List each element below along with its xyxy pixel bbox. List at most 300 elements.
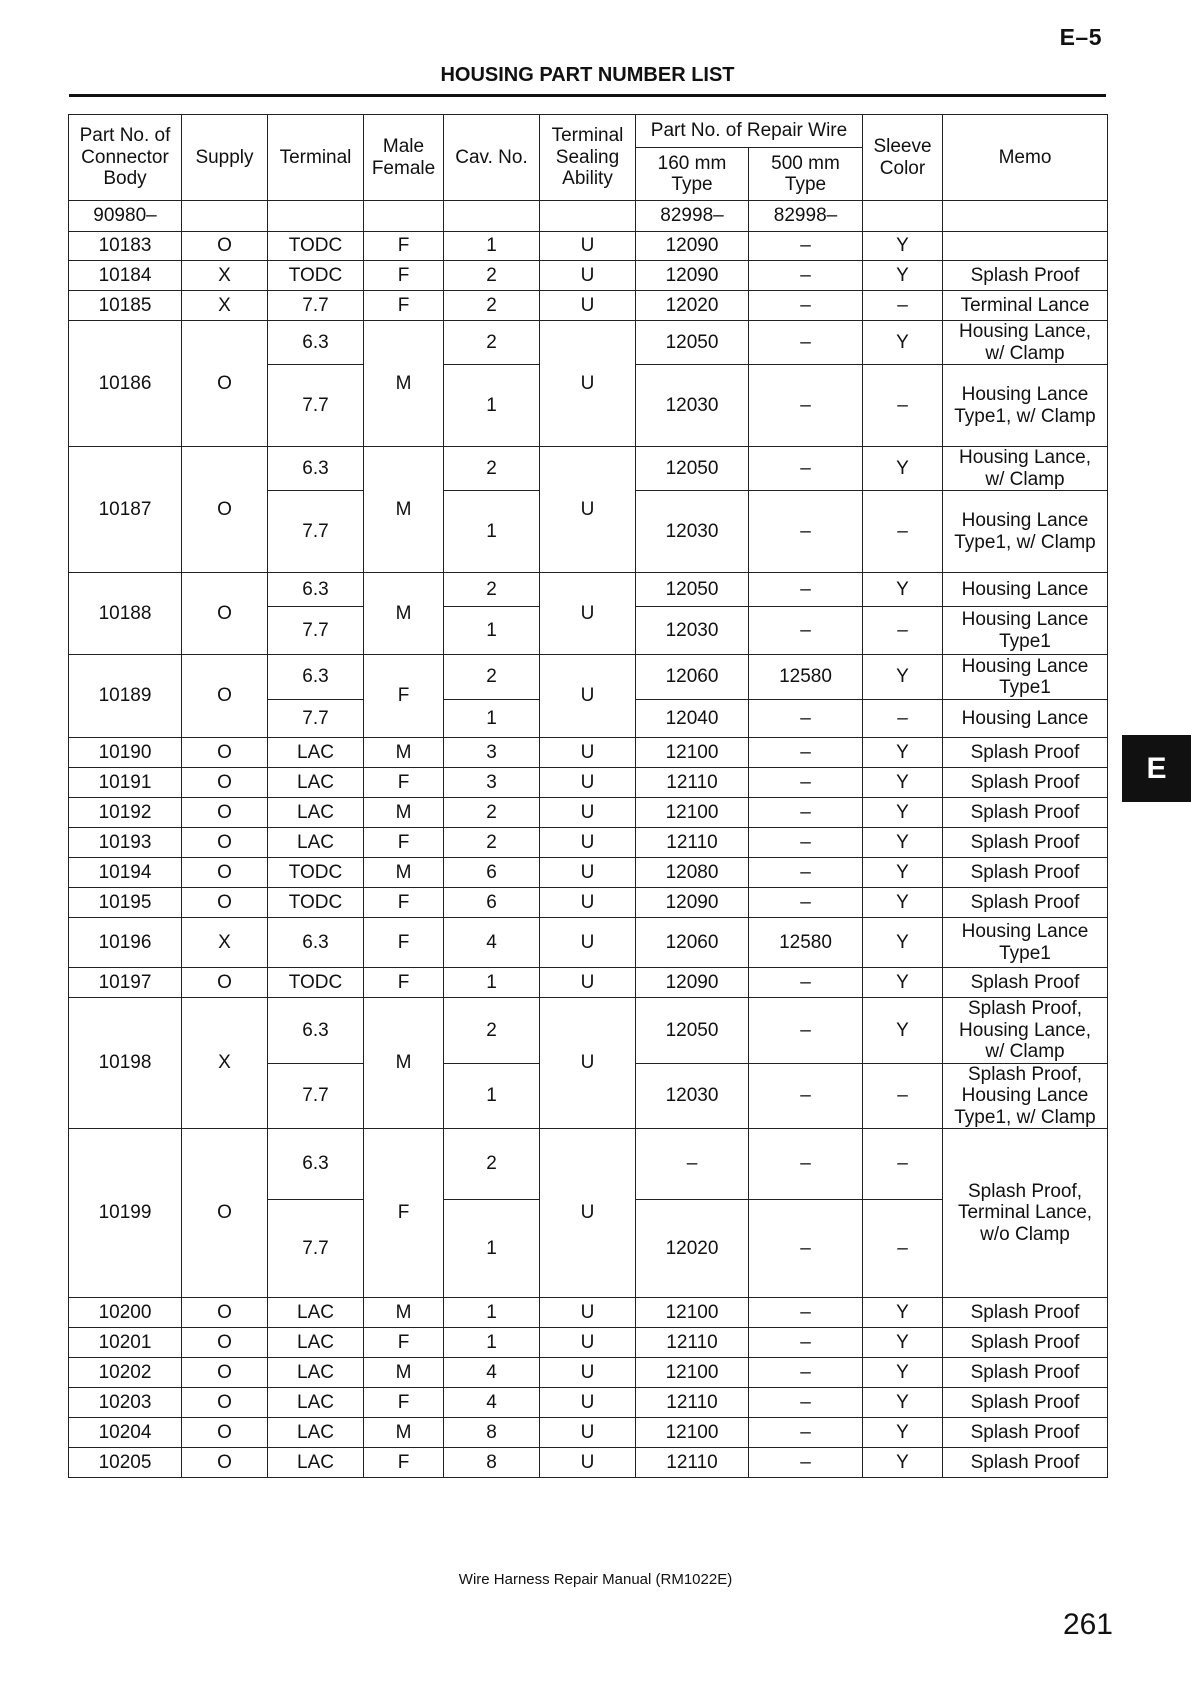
terminal-cell: 6.3 — [268, 918, 364, 968]
male-female-cell: F — [364, 291, 444, 321]
male-female-cell: F — [364, 261, 444, 291]
wire-500-cell: – — [749, 447, 863, 491]
wire-160-cell: 12020 — [636, 1200, 749, 1298]
wire-160-cell: 12100 — [636, 1418, 749, 1448]
part-number-cell: 10202 — [69, 1358, 182, 1388]
memo-cell: Splash Proof, Terminal Lance, w/o Clamp — [943, 1129, 1108, 1298]
wire-500-cell: – — [749, 828, 863, 858]
wire-500-cell: – — [749, 968, 863, 998]
terminal-cell: 7.7 — [268, 291, 364, 321]
sealing-cell: U — [540, 291, 636, 321]
sealing-cell: U — [540, 858, 636, 888]
terminal-cell: 6.3 — [268, 447, 364, 491]
supply-cell: X — [182, 918, 268, 968]
table-row — [69, 858, 1108, 888]
sealing-cell: U — [540, 232, 636, 261]
prefix-row — [69, 201, 1108, 232]
terminal-cell: 7.7 — [268, 700, 364, 738]
table-row — [69, 768, 1108, 798]
supply-cell: O — [182, 1129, 268, 1298]
memo-cell: Housing Lance Type1, w/ Clamp — [943, 365, 1108, 447]
header-terminal: Terminal — [268, 115, 364, 201]
supply-cell: O — [182, 968, 268, 998]
cav-no-cell: 2 — [444, 261, 540, 291]
wire-500-cell: – — [749, 321, 863, 365]
male-female-cell: M — [364, 738, 444, 768]
sleeve-color-cell: Y — [863, 1328, 943, 1358]
sealing-cell: U — [540, 1418, 636, 1448]
cav-no-cell: 2 — [444, 573, 540, 607]
sleeve-color-cell: Y — [863, 738, 943, 768]
male-female-cell: F — [364, 1388, 444, 1418]
cav-no-cell: 6 — [444, 888, 540, 918]
male-female-cell: F — [364, 655, 444, 738]
memo-cell: Splash Proof — [943, 828, 1108, 858]
wire-160-cell: 12090 — [636, 261, 749, 291]
male-female-cell: M — [364, 798, 444, 828]
cav-no-cell: 1 — [444, 1328, 540, 1358]
table-row — [69, 1129, 1108, 1200]
header-repair-wire: Part No. of Repair Wire — [636, 115, 863, 148]
memo-cell: Splash Proof — [943, 1298, 1108, 1328]
terminal-cell: 7.7 — [268, 1200, 364, 1298]
wire-500-cell: – — [749, 291, 863, 321]
wire-160-cell: 12030 — [636, 365, 749, 447]
male-female-cell: M — [364, 321, 444, 447]
memo-cell: Splash Proof — [943, 858, 1108, 888]
part-number-cell: 10195 — [69, 888, 182, 918]
table-row — [69, 573, 1108, 607]
cav-no-cell: 1 — [444, 365, 540, 447]
wire-160-cell: 12030 — [636, 491, 749, 573]
sealing-cell: U — [540, 573, 636, 655]
terminal-cell: LAC — [268, 1328, 364, 1358]
sleeve-color-cell: Y — [863, 888, 943, 918]
table-row — [69, 232, 1108, 261]
footer-manual-title: Wire Harness Repair Manual (RM1022E) — [458, 1571, 733, 1588]
memo-cell: Housing Lance Type1 — [943, 918, 1108, 968]
part-number-cell: 10201 — [69, 1328, 182, 1358]
table-row — [69, 798, 1108, 828]
header-160mm-type: 160 mm Type — [636, 148, 749, 201]
wire-500-cell: – — [749, 232, 863, 261]
wire-500-cell: – — [749, 1328, 863, 1358]
sealing-cell: U — [540, 738, 636, 768]
memo-cell: Housing Lance — [943, 700, 1108, 738]
supply-cell: O — [182, 232, 268, 261]
part-number-cell: 10191 — [69, 768, 182, 798]
supply-cell: O — [182, 1388, 268, 1418]
memo-cell: Housing Lance — [943, 573, 1108, 607]
sealing-cell: U — [540, 1129, 636, 1298]
table-row — [69, 655, 1108, 700]
sleeve-color-cell: Y — [863, 261, 943, 291]
wire-500-cell: – — [749, 738, 863, 768]
table-row — [69, 447, 1108, 491]
male-female-cell: F — [364, 1129, 444, 1298]
cav-no-cell: 1 — [444, 1063, 540, 1129]
wire-500-cell: – — [749, 998, 863, 1064]
page-code: E–5 — [1059, 24, 1102, 50]
wire-160-cell: 12110 — [636, 768, 749, 798]
table-row — [69, 1298, 1108, 1328]
cav-no-cell: 3 — [444, 768, 540, 798]
header-500mm-type: 500 mm Type — [749, 148, 863, 201]
sleeve-color-cell: Y — [863, 655, 943, 700]
supply-cell: O — [182, 798, 268, 828]
terminal-cell: 6.3 — [268, 1129, 364, 1200]
empty-cell — [540, 201, 636, 232]
memo-cell: Splash Proof, Housing Lance Type1, w/ Clamp — [943, 1063, 1108, 1129]
cav-no-cell: 1 — [444, 607, 540, 655]
male-female-cell: F — [364, 232, 444, 261]
cav-no-cell: 2 — [444, 447, 540, 491]
title-divider — [69, 94, 1106, 97]
part-number-cell: 10185 — [69, 291, 182, 321]
supply-cell: O — [182, 828, 268, 858]
terminal-cell: LAC — [268, 798, 364, 828]
memo-cell: Housing Lance, w/ Clamp — [943, 447, 1108, 491]
wire-160-cell: 12090 — [636, 888, 749, 918]
sealing-cell: U — [540, 998, 636, 1129]
male-female-cell: F — [364, 918, 444, 968]
sleeve-color-cell: Y — [863, 573, 943, 607]
wire-160-prefix-cell: 82998– — [636, 201, 749, 232]
sleeve-color-cell: Y — [863, 1388, 943, 1418]
wire-500-cell: – — [749, 858, 863, 888]
part-number-cell: 10198 — [69, 998, 182, 1129]
table-body — [69, 201, 1108, 1478]
wire-500-cell: – — [749, 768, 863, 798]
cav-no-cell: 1 — [444, 491, 540, 573]
cav-no-cell: 2 — [444, 1129, 540, 1200]
wire-160-cell: 12110 — [636, 1448, 749, 1478]
housing-part-table — [68, 114, 1108, 1478]
sleeve-color-cell: Y — [863, 768, 943, 798]
wire-500-cell: – — [749, 607, 863, 655]
supply-cell: O — [182, 447, 268, 573]
cav-no-cell: 1 — [444, 700, 540, 738]
sleeve-color-cell: – — [863, 1129, 943, 1200]
wire-160-cell: – — [636, 1129, 749, 1200]
sealing-cell: U — [540, 655, 636, 738]
cav-no-cell: 1 — [444, 1200, 540, 1298]
terminal-cell: LAC — [268, 828, 364, 858]
part-number-cell: 10183 — [69, 232, 182, 261]
wire-160-cell: 12060 — [636, 655, 749, 700]
sleeve-color-cell: Y — [863, 798, 943, 828]
memo-cell: Splash Proof — [943, 1358, 1108, 1388]
header-sealing: Terminal Sealing Ability — [540, 115, 636, 201]
sleeve-color-cell: Y — [863, 1358, 943, 1388]
terminal-cell: LAC — [268, 1358, 364, 1388]
wire-500-cell: 12580 — [749, 655, 863, 700]
supply-cell: X — [182, 998, 268, 1129]
memo-cell: Splash Proof — [943, 1388, 1108, 1418]
sleeve-color-cell: Y — [863, 998, 943, 1064]
part-prefix-cell: 90980– — [69, 201, 182, 232]
memo-cell: Housing Lance, w/ Clamp — [943, 321, 1108, 365]
terminal-cell: 6.3 — [268, 321, 364, 365]
wire-500-cell: – — [749, 1418, 863, 1448]
table-row — [69, 828, 1108, 858]
male-female-cell: F — [364, 1448, 444, 1478]
cav-no-cell: 2 — [444, 828, 540, 858]
table-row — [69, 738, 1108, 768]
terminal-cell: LAC — [268, 1448, 364, 1478]
supply-cell: O — [182, 1448, 268, 1478]
terminal-cell: TODC — [268, 888, 364, 918]
sleeve-color-cell: Y — [863, 232, 943, 261]
memo-cell: Splash Proof — [943, 1448, 1108, 1478]
sealing-cell: U — [540, 1388, 636, 1418]
section-tab-marker: E — [1122, 735, 1191, 802]
terminal-cell: 7.7 — [268, 365, 364, 447]
cav-no-cell: 8 — [444, 1418, 540, 1448]
empty-cell — [364, 201, 444, 232]
header-cav-no: Cav. No. — [444, 115, 540, 201]
table-row — [69, 1388, 1108, 1418]
wire-160-cell: 12050 — [636, 573, 749, 607]
cav-no-cell: 2 — [444, 655, 540, 700]
part-number-cell: 10196 — [69, 918, 182, 968]
sleeve-color-cell: – — [863, 700, 943, 738]
wire-500-cell: – — [749, 261, 863, 291]
wire-160-cell: 12100 — [636, 798, 749, 828]
supply-cell: O — [182, 573, 268, 655]
part-number-cell: 10189 — [69, 655, 182, 738]
male-female-cell: F — [364, 828, 444, 858]
memo-cell: Splash Proof — [943, 738, 1108, 768]
cav-no-cell: 2 — [444, 321, 540, 365]
table-row — [69, 918, 1108, 968]
wire-500-cell: – — [749, 573, 863, 607]
cav-no-cell: 1 — [444, 968, 540, 998]
table-row — [69, 888, 1108, 918]
terminal-cell: 6.3 — [268, 573, 364, 607]
sealing-cell: U — [540, 447, 636, 573]
wire-160-cell: 12110 — [636, 1328, 749, 1358]
header-supply: Supply — [182, 115, 268, 201]
wire-500-cell: – — [749, 365, 863, 447]
part-number-cell: 10194 — [69, 858, 182, 888]
page-number: 261 — [1062, 1608, 1113, 1641]
sealing-cell: U — [540, 768, 636, 798]
supply-cell: O — [182, 321, 268, 447]
supply-cell: O — [182, 655, 268, 738]
sleeve-color-cell: – — [863, 607, 943, 655]
wire-500-prefix-cell: 82998– — [749, 201, 863, 232]
empty-cell — [182, 201, 268, 232]
part-number-cell: 10193 — [69, 828, 182, 858]
sleeve-color-cell: Y — [863, 321, 943, 365]
sealing-cell: U — [540, 1328, 636, 1358]
sealing-cell: U — [540, 1358, 636, 1388]
sleeve-color-cell: Y — [863, 858, 943, 888]
wire-500-cell: 12580 — [749, 918, 863, 968]
wire-500-cell: – — [749, 1129, 863, 1200]
memo-cell: Terminal Lance — [943, 291, 1108, 321]
memo-cell: Splash Proof — [943, 1328, 1108, 1358]
wire-160-cell: 12090 — [636, 968, 749, 998]
part-number-cell: 10199 — [69, 1129, 182, 1298]
cav-no-cell: 2 — [444, 291, 540, 321]
wire-500-cell: – — [749, 1298, 863, 1328]
empty-cell — [863, 201, 943, 232]
wire-160-cell: 12060 — [636, 918, 749, 968]
empty-cell — [444, 201, 540, 232]
cav-no-cell: 4 — [444, 1358, 540, 1388]
male-female-cell: M — [364, 1298, 444, 1328]
sleeve-color-cell: Y — [863, 828, 943, 858]
sealing-cell: U — [540, 1298, 636, 1328]
sealing-cell: U — [540, 828, 636, 858]
wire-500-cell: – — [749, 700, 863, 738]
cav-no-cell: 6 — [444, 858, 540, 888]
terminal-cell: TODC — [268, 858, 364, 888]
table-row — [69, 968, 1108, 998]
supply-cell: O — [182, 1358, 268, 1388]
wire-160-cell: 12110 — [636, 1388, 749, 1418]
part-number-cell: 10197 — [69, 968, 182, 998]
terminal-cell: LAC — [268, 1388, 364, 1418]
header-male-female: Male Female — [364, 115, 444, 201]
wire-500-cell: – — [749, 1448, 863, 1478]
terminal-cell: LAC — [268, 1418, 364, 1448]
wire-160-cell: 12050 — [636, 998, 749, 1064]
male-female-cell: F — [364, 888, 444, 918]
part-number-cell: 10187 — [69, 447, 182, 573]
wire-160-cell: 12050 — [636, 447, 749, 491]
part-number-cell: 10204 — [69, 1418, 182, 1448]
memo-cell: Splash Proof — [943, 888, 1108, 918]
wire-160-cell: 12040 — [636, 700, 749, 738]
terminal-cell: TODC — [268, 232, 364, 261]
part-number-cell: 10200 — [69, 1298, 182, 1328]
cav-no-cell: 3 — [444, 738, 540, 768]
memo-cell: Splash Proof — [943, 968, 1108, 998]
terminal-cell: TODC — [268, 968, 364, 998]
wire-500-cell: – — [749, 1358, 863, 1388]
header-memo: Memo — [943, 115, 1108, 201]
wire-500-cell: – — [749, 798, 863, 828]
sleeve-color-cell: Y — [863, 1448, 943, 1478]
terminal-cell: LAC — [268, 1298, 364, 1328]
part-number-cell: 10192 — [69, 798, 182, 828]
supply-cell: O — [182, 858, 268, 888]
sealing-cell: U — [540, 968, 636, 998]
wire-160-cell: 12090 — [636, 232, 749, 261]
terminal-cell: 7.7 — [268, 1063, 364, 1129]
male-female-cell: F — [364, 968, 444, 998]
wire-160-cell: 12030 — [636, 607, 749, 655]
page-title: HOUSING PART NUMBER LIST — [440, 64, 735, 86]
wire-160-cell: 12110 — [636, 828, 749, 858]
empty-cell — [268, 201, 364, 232]
wire-500-cell: – — [749, 888, 863, 918]
terminal-cell: TODC — [268, 261, 364, 291]
wire-160-cell: 12100 — [636, 1358, 749, 1388]
terminal-cell: LAC — [268, 738, 364, 768]
part-number-cell: 10186 — [69, 321, 182, 447]
cav-no-cell: 4 — [444, 918, 540, 968]
part-number-cell: 10184 — [69, 261, 182, 291]
male-female-cell: F — [364, 768, 444, 798]
memo-cell: Splash Proof — [943, 798, 1108, 828]
memo-cell: Housing Lance Type1, w/ Clamp — [943, 491, 1108, 573]
sleeve-color-cell: Y — [863, 918, 943, 968]
sealing-cell: U — [540, 1448, 636, 1478]
memo-cell: Splash Proof — [943, 768, 1108, 798]
wire-160-cell: 12030 — [636, 1063, 749, 1129]
cav-no-cell: 1 — [444, 232, 540, 261]
cav-no-cell: 2 — [444, 798, 540, 828]
sleeve-color-cell: – — [863, 491, 943, 573]
header-sleeve-color: Sleeve Color — [863, 115, 943, 201]
memo-cell: Splash Proof — [943, 261, 1108, 291]
cav-no-cell: 2 — [444, 998, 540, 1064]
wire-500-cell: – — [749, 491, 863, 573]
wire-500-cell: – — [749, 1388, 863, 1418]
wire-500-cell: – — [749, 1200, 863, 1298]
table-row — [69, 321, 1108, 365]
terminal-cell: 6.3 — [268, 998, 364, 1064]
memo-cell — [943, 232, 1108, 261]
sleeve-color-cell: Y — [863, 447, 943, 491]
male-female-cell: M — [364, 1358, 444, 1388]
supply-cell: O — [182, 888, 268, 918]
male-female-cell: F — [364, 1328, 444, 1358]
sleeve-color-cell: – — [863, 365, 943, 447]
sealing-cell: U — [540, 261, 636, 291]
sleeve-color-cell: – — [863, 1063, 943, 1129]
cav-no-cell: 4 — [444, 1388, 540, 1418]
sleeve-color-cell: Y — [863, 1418, 943, 1448]
table-row — [69, 1328, 1108, 1358]
cav-no-cell: 1 — [444, 1298, 540, 1328]
terminal-cell: LAC — [268, 768, 364, 798]
table-row — [69, 261, 1108, 291]
header-part-no: Part No. of Connector Body — [69, 115, 182, 201]
wire-160-cell: 12020 — [636, 291, 749, 321]
part-number-cell: 10188 — [69, 573, 182, 655]
supply-cell: O — [182, 1298, 268, 1328]
sleeve-color-cell: – — [863, 291, 943, 321]
sealing-cell: U — [540, 321, 636, 447]
wire-160-cell: 12050 — [636, 321, 749, 365]
supply-cell: X — [182, 261, 268, 291]
supply-cell: O — [182, 1328, 268, 1358]
male-female-cell: M — [364, 1418, 444, 1448]
sleeve-color-cell: – — [863, 1200, 943, 1298]
table-row — [69, 291, 1108, 321]
cav-no-cell: 8 — [444, 1448, 540, 1478]
wire-160-cell: 12100 — [636, 738, 749, 768]
table-row — [69, 1358, 1108, 1388]
wire-160-cell: 12080 — [636, 858, 749, 888]
sealing-cell: U — [540, 918, 636, 968]
male-female-cell: M — [364, 998, 444, 1129]
table-row — [69, 1448, 1108, 1478]
supply-cell: O — [182, 1418, 268, 1448]
supply-cell: O — [182, 768, 268, 798]
table-row — [69, 998, 1108, 1064]
wire-500-cell: – — [749, 1063, 863, 1129]
sleeve-color-cell: Y — [863, 1298, 943, 1328]
terminal-cell: 7.7 — [268, 491, 364, 573]
male-female-cell: M — [364, 447, 444, 573]
memo-cell: Housing Lance Type1 — [943, 655, 1108, 700]
